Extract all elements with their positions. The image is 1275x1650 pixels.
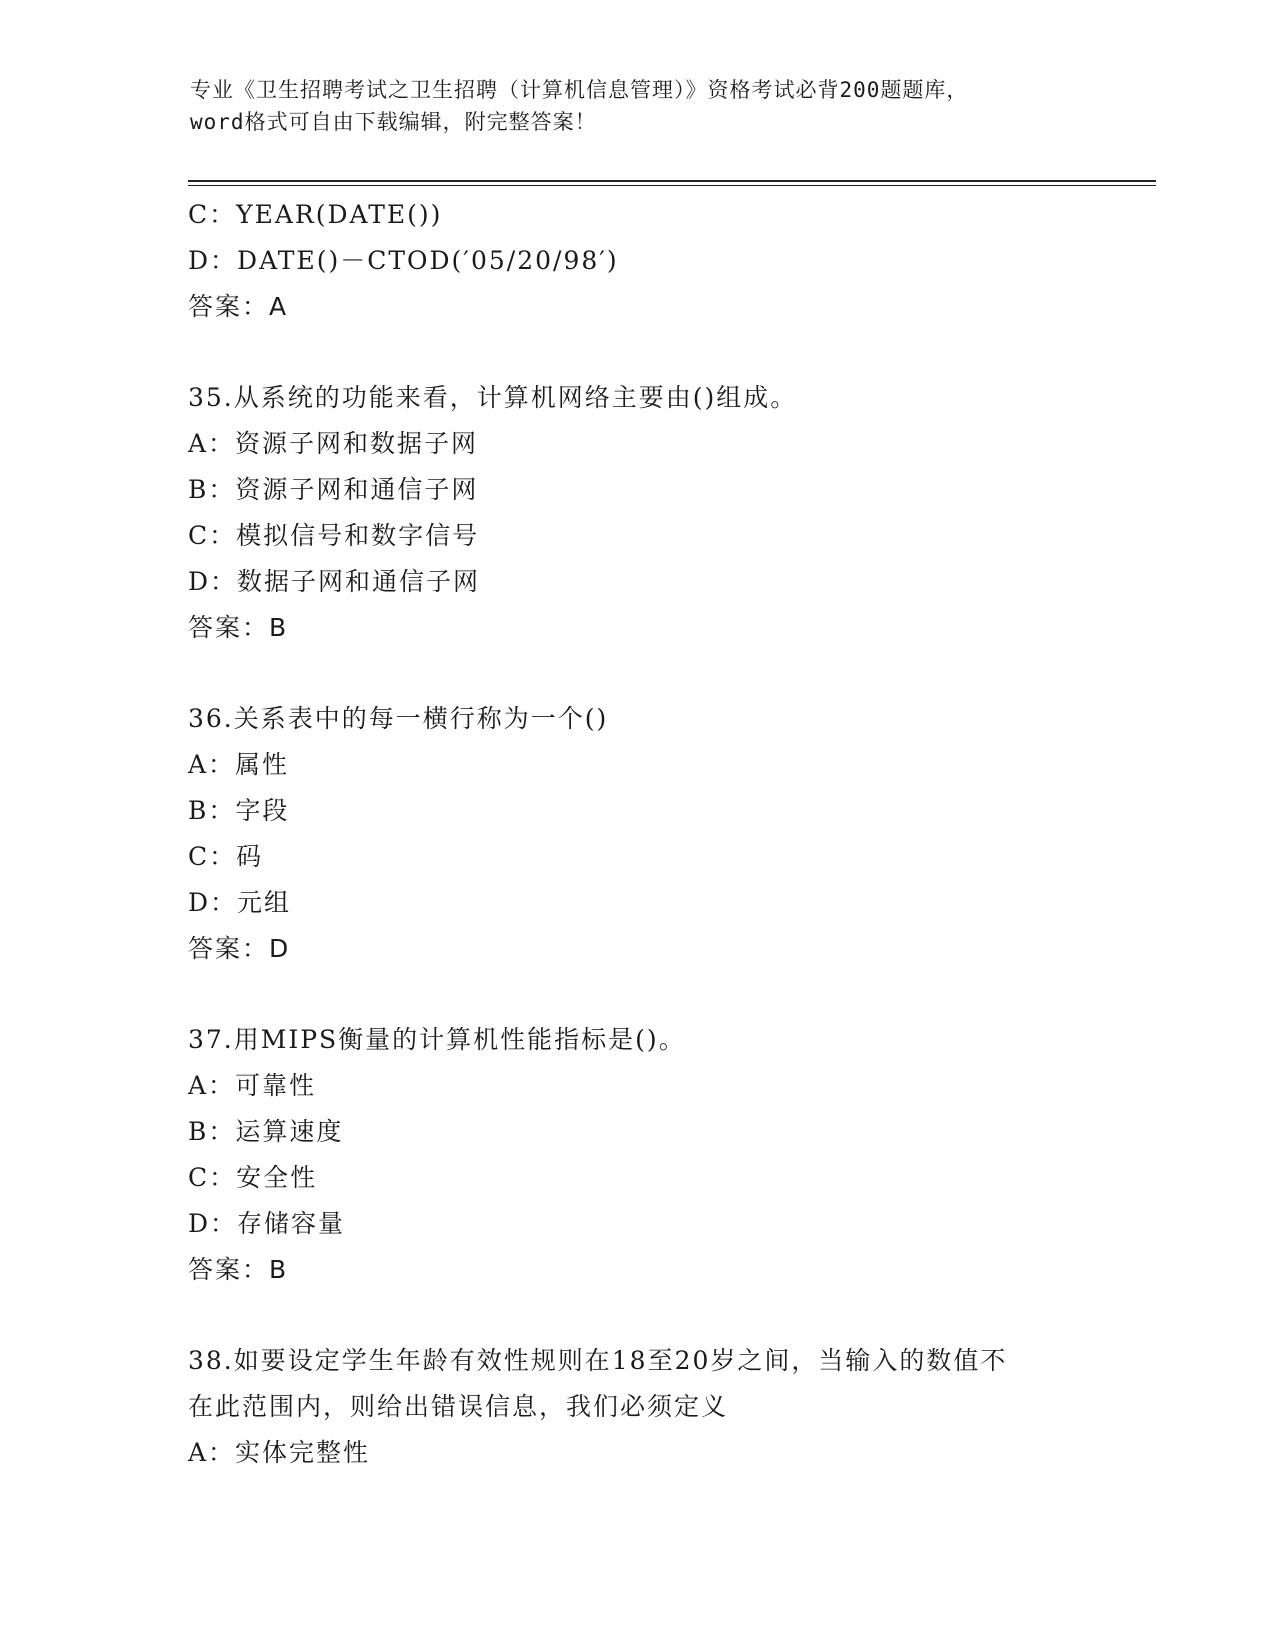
option-b: B：运算速度 [188, 1117, 344, 1146]
header-divider-thick [188, 180, 1156, 182]
question-fragment [188, 192, 1088, 330]
option-a: A：属性 [188, 750, 290, 779]
question-list [188, 192, 1088, 1476]
option-d: D：存储容量 [188, 1209, 346, 1238]
question-stem: 37.用MIPS衡量的计算机性能指标是()。 [188, 1025, 686, 1054]
option-b: B：字段 [188, 796, 290, 825]
option-c: C：YEAR(DATE()) [188, 200, 443, 229]
header-line-1: 专业《卫生招聘考试之卫生招聘（计算机信息管理）》资格考试必背200题题库， [190, 78, 969, 102]
answer-line: 答案：A [188, 292, 289, 321]
question-stem: 36.关系表中的每一横行称为一个() [188, 704, 609, 733]
header-line-2: word格式可自由下载编辑，附完整答案！ [190, 110, 597, 134]
option-a: A：可靠性 [188, 1071, 317, 1100]
option-d: D：DATE()－CTOD(′05/20/98′) [188, 246, 619, 275]
option-d: D：元组 [188, 888, 292, 917]
answer-line: 答案：D [188, 934, 291, 963]
question-35 [188, 375, 1088, 651]
question-37 [188, 1017, 1088, 1293]
header-divider-thin [188, 185, 1156, 186]
question-stem-line-1: 38.如要设定学生年龄有效性规则在18至20岁之间，当输入的数值不 [188, 1346, 1008, 1375]
option-a: A：实体完整性 [188, 1438, 371, 1467]
option-c: C：码 [188, 842, 264, 871]
option-c: C：安全性 [188, 1163, 318, 1192]
question-36 [188, 696, 1088, 972]
option-a: A：资源子网和数据子网 [188, 429, 479, 458]
option-d: D：数据子网和通信子网 [188, 567, 481, 596]
option-b: B：资源子网和通信子网 [188, 475, 479, 504]
document-header [190, 74, 1090, 138]
question-stem-line-2: 在此范围内，则给出错误信息，我们必须定义 [188, 1392, 729, 1421]
answer-line: 答案：B [188, 1255, 289, 1284]
answer-line: 答案：B [188, 613, 289, 642]
option-c: C：模拟信号和数字信号 [188, 521, 480, 550]
question-stem: 35.从系统的功能来看，计算机网络主要由()组成。 [188, 383, 798, 412]
question-38 [188, 1338, 1088, 1476]
